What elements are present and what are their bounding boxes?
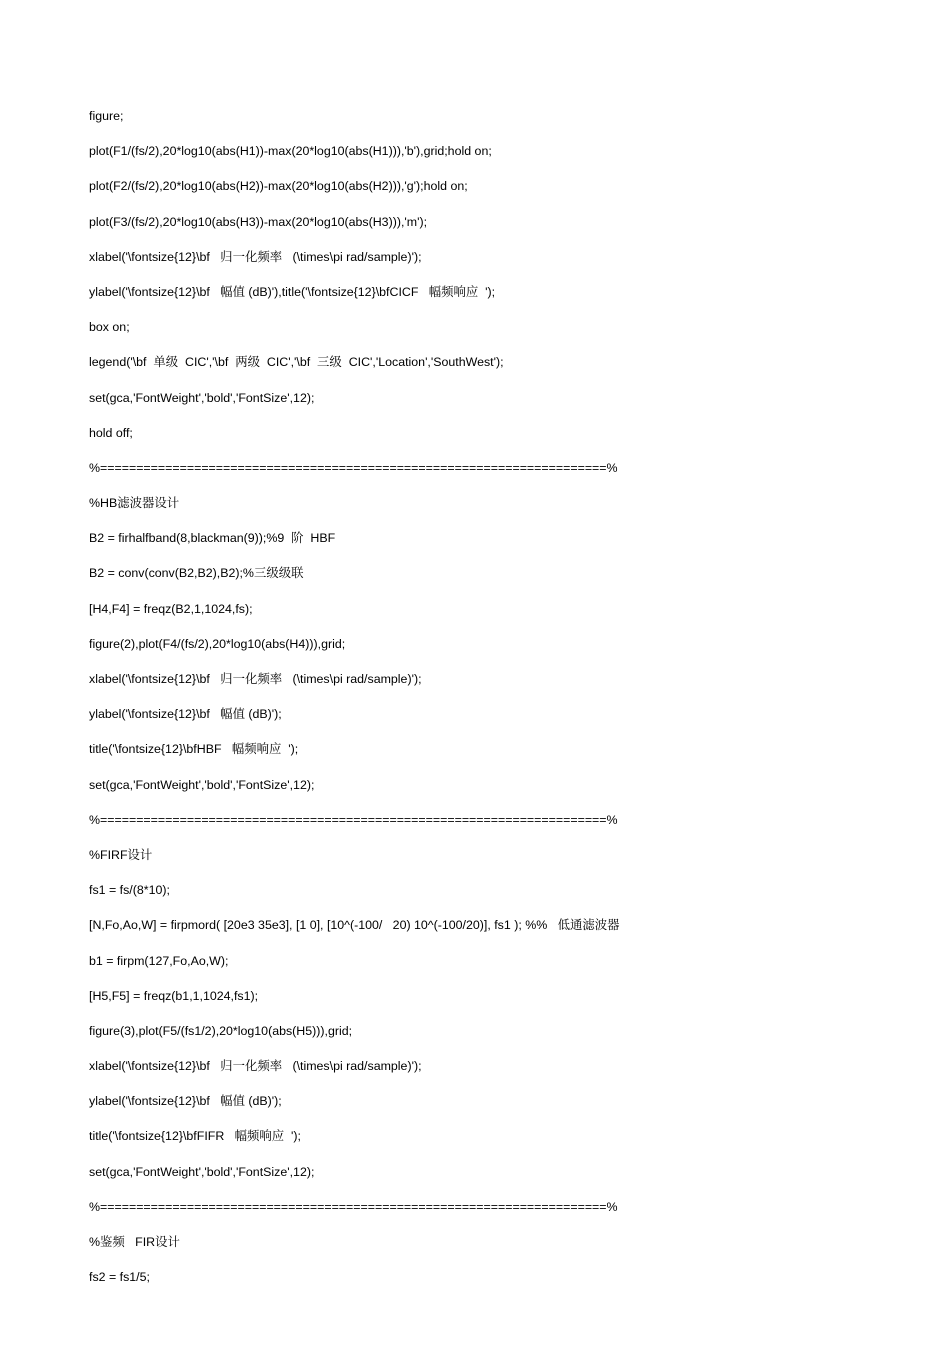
code-line: set(gca,'FontWeight','bold','FontSize',12);: [89, 390, 315, 405]
code-listing: [89, 106, 869, 1302]
separator-line: %======================================================================%: [89, 1199, 618, 1214]
code-line: plot(F2/(fs/2),20*log10(abs(H2))-max(20*log10(abs(H2))),'g');hold on;: [89, 179, 468, 194]
code-line: box on;: [89, 320, 130, 335]
section-comment: %鉴频 FIR设计: [89, 1235, 180, 1249]
code-line: title('\fontsize{12}\bfFIFR 幅频响应 ');: [89, 1129, 301, 1144]
code-line: fs1 = fs/(8*10);: [89, 883, 170, 898]
code-line: xlabel('\fontsize{12}\bf 归一化频率 (\times\pi rad/sample)');: [89, 672, 422, 686]
code-line: [N,Fo,Ao,W] = firpmord( [20e3 35e3], [1 0], [10^(-100/ 20) 10^(-100/20)], fs1 ); %% 低通滤波器: [89, 918, 620, 933]
section-comment: %HB滤波器设计: [89, 496, 180, 511]
code-line: set(gca,'FontWeight','bold','FontSize',12);: [89, 1164, 315, 1179]
section-comment: %FIRF设计: [89, 847, 153, 862]
code-line: figure(2),plot(F4/(fs/2),20*log10(abs(H4))),grid;: [89, 636, 346, 651]
code-line: B2 = conv(conv(B2,B2),B2);%三级级联: [89, 566, 304, 581]
code-line: ylabel('\fontsize{12}\bf 幅值 (dB)');: [89, 707, 282, 722]
code-line: B2 = firhalfband(8,blackman(9));%9 阶 HBF: [89, 531, 336, 546]
code-line: [H5,F5] = freqz(b1,1,1024,fs1);: [89, 988, 259, 1003]
code-line: hold off;: [89, 425, 133, 440]
code-line: fs2 = fs1/5;: [89, 1270, 150, 1285]
code-line: title('\fontsize{12}\bfHBF 幅频响应 ');: [89, 742, 299, 757]
code-line: xlabel('\fontsize{12}\bf 归一化频率 (\times\pi rad/sample)');: [89, 1059, 422, 1074]
separator-line: %======================================================================%: [89, 460, 618, 475]
code-line: figure(3),plot(F5/(fs1/2),20*log10(abs(H5))),grid;: [89, 1023, 353, 1038]
code-line: ylabel('\fontsize{12}\bf 幅值 (dB)');: [89, 1094, 282, 1109]
separator-line: %======================================================================%: [89, 812, 618, 827]
code-line: set(gca,'FontWeight','bold','FontSize',12);: [89, 777, 315, 792]
code-line: legend('\bf 单级 CIC','\bf 两级 CIC','\bf 三级 CIC','Location','SouthWest');: [89, 355, 504, 370]
code-line: plot(F1/(fs/2),20*log10(abs(H1))-max(20*log10(abs(H1))),'b'),grid;hold on;: [89, 144, 492, 159]
code-line: ylabel('\fontsize{12}\bf 幅值 (dB)'),title('\fontsize{12}\bfCICF 幅频响应 ');: [89, 284, 496, 299]
code-line: figure;: [89, 109, 124, 123]
code-line: plot(F3/(fs/2),20*log10(abs(H3))-max(20*log10(abs(H3))),'m');: [89, 214, 428, 229]
code-line: [H4,F4] = freqz(B2,1,1024,fs);: [89, 601, 253, 616]
code-line: xlabel('\fontsize{12}\bf 归一化频率 (\times\pi rad/sample)');: [89, 249, 422, 264]
code-line: b1 = firpm(127,Fo,Ao,W);: [89, 953, 229, 968]
